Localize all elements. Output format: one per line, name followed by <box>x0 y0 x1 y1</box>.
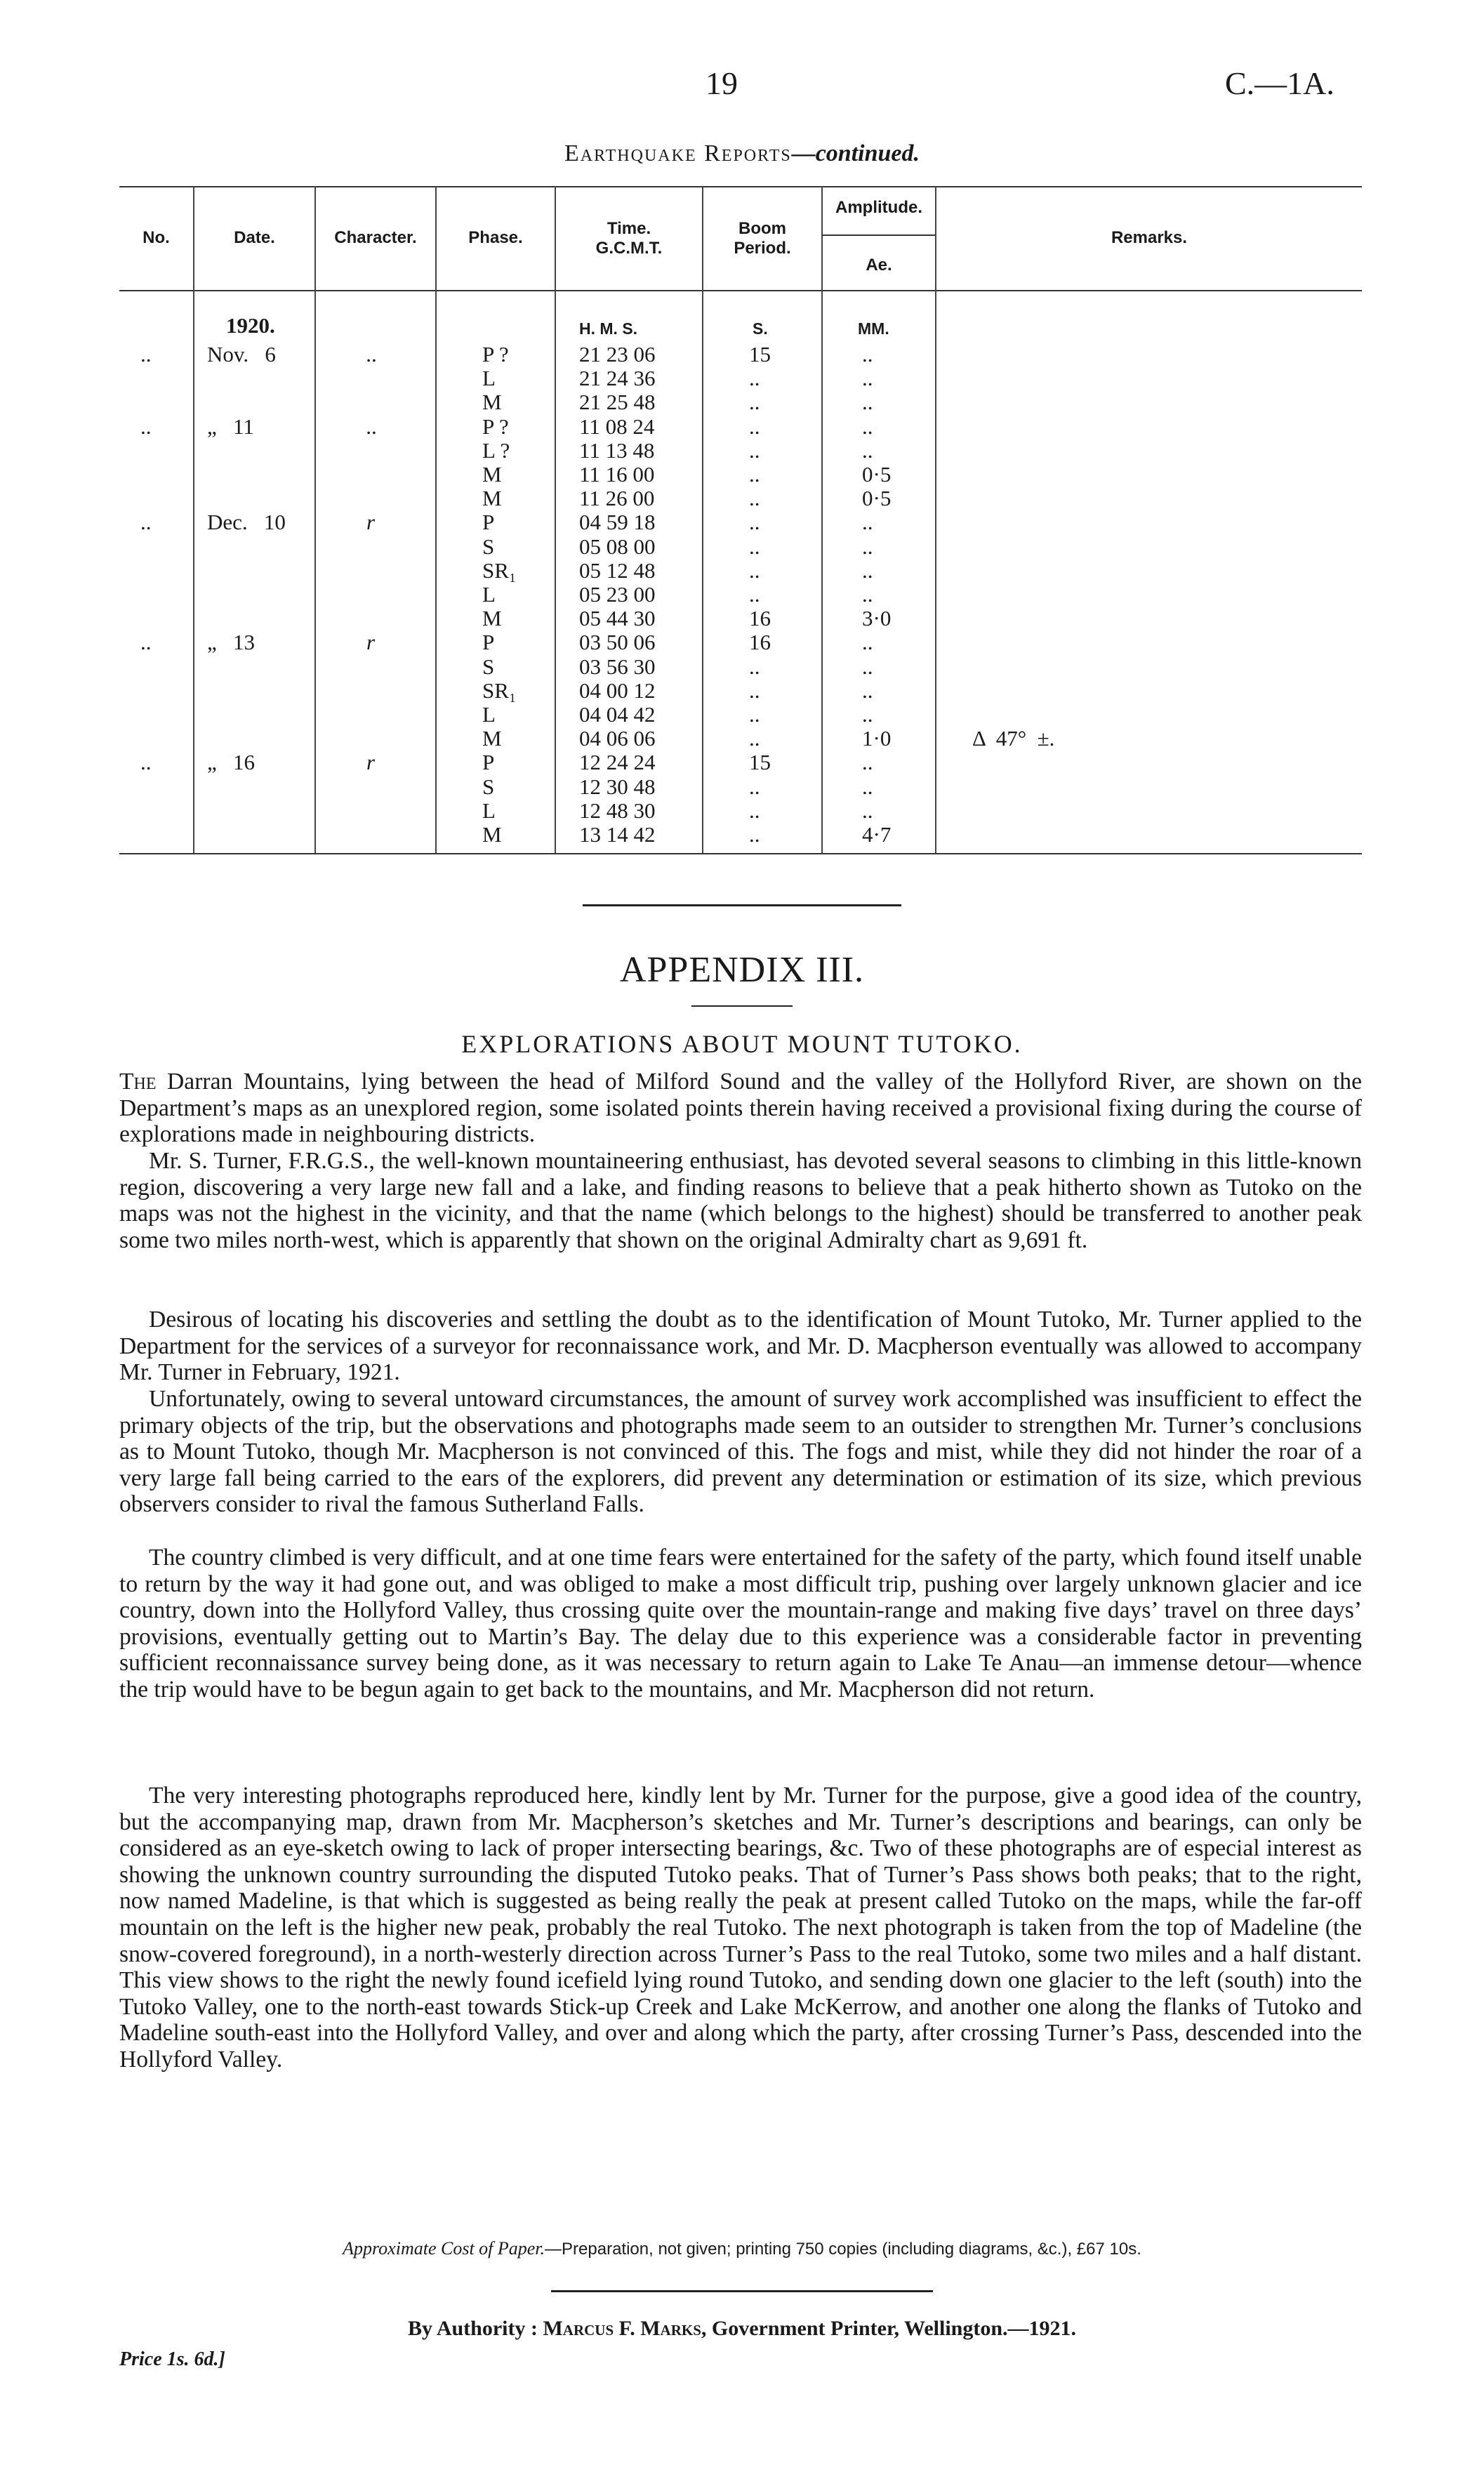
cell-phase: M <box>482 390 502 415</box>
cell-amp: 1·0 <box>862 726 892 751</box>
cell-boom: 15 <box>749 750 771 775</box>
col-divider-5 <box>702 186 703 853</box>
price: Price 1s. 6d.] <box>119 2348 225 2370</box>
col-divider-3 <box>435 186 437 853</box>
cell-phase: S <box>482 774 495 799</box>
header-boom-line2: Period. <box>734 239 791 258</box>
paragraph-5: The country climbed is very difficult, and at one time fears were entertained for the safety of the party, which found itself unable to return by the way it had gone out, and was obliged to make a most difficult trip, pushing over largely unknown glacier and ice country, down into the Hollyford Valley, thus crossing quite over the mountain-range and making five days’ travel on three days’ provisions, eventually getting out to Martin’s Bay. The delay due to this experience was a considerable factor in preventing sufficient reconnaissance survey being done, as it was necessary to return again to Lake Te Anau—an immense detour—whence the trip would have to be begun again to get back to the mountains, and Mr. Macpherson did not return. <box>119 1545 1362 1703</box>
cell-amp: 4·7 <box>862 822 892 847</box>
cell-date: „ 16 <box>207 750 256 775</box>
cell-phase: M <box>482 486 502 511</box>
cell-date: Nov. 6 <box>207 342 276 366</box>
cell-boom: .. <box>749 582 760 607</box>
table-bottom-rule <box>119 853 1362 854</box>
cell-phase: P <box>482 630 495 655</box>
cell-amp: .. <box>862 342 873 366</box>
cell-char: r <box>366 630 376 655</box>
cell-phase: P <box>482 750 495 775</box>
cell-phase: M <box>482 462 502 487</box>
cell-phase: L <box>482 798 496 823</box>
cell-time: 11 16 00 <box>579 462 655 487</box>
cell-boom: .. <box>749 677 760 703</box>
paragraph-6: The very interesting photographs reproduced here, kindly lent by Mr. Turner for the purpose, give a good idea of the country, but the accompanying map, drawn from Mr. Macpherson’s sketches and Mr. Turner’s descriptions and bearings, can only be considered as an eye-sketch owing to lack of proper intersecting bearings, &c. Two of these photographs are of especial interest as showing the unknown country surrounding the disputed Tutoko peaks. That of Turner’s Pass shows both peaks; that to the right, now named Madeline, is that which is suggested as being really the peak at present called Tutoko on the maps, while the far-off mountain on the left is the higher new peak, probably the real Tutoko. The next photograph is taken from the top of Madeline (the snow-covered foreground), in a north-westerly direction across Turner’s Pass to the real Tutoko, some two miles and a half distant. This view shows to the right the newly found icefield lying round Tutoko, and sending down one glacier to the left (south) into the Tutoko Valley, one to the north-east towards Stick-up Creek and Lake McKerrow, and another one along the flanks of Tutoko and Madeline south-east into the Hollyford Valley, and over and along which the party, after crossing Turner’s Pass, descended into the Hollyford Valley. <box>119 1783 1362 2073</box>
paragraph-3: Desirous of locating his discoveries and settling the doubt as to the identification of Mount Tutoko, Mr. Turner applied to the Department for the services of a surveyor for reconnaissance work, and Mr. D. Macpherson eventually was allowed to accompany Mr. Turner in February, 1921. <box>119 1307 1362 1386</box>
header-time <box>556 219 702 258</box>
footer-rule <box>551 2290 933 2292</box>
cell-phase: SR₁ <box>482 557 517 583</box>
appendix-subtitle: EXPLORATIONS ABOUT MOUNT TUTOKO. <box>461 1030 1023 1058</box>
cell-time: 21 24 36 <box>579 366 656 391</box>
cell-amp: .. <box>862 654 873 679</box>
cell-amp: .. <box>862 582 873 607</box>
col-divider-7 <box>935 186 936 853</box>
cell-time: 04 06 06 <box>579 726 656 751</box>
cell-time: 11 26 00 <box>579 486 655 511</box>
header-boom-line1: Boom <box>738 219 786 238</box>
cell-amp: .. <box>862 630 873 655</box>
amplitude-sub-rule <box>823 234 935 236</box>
cell-date: Dec. 10 <box>207 510 286 535</box>
paragraph-4: Unfortunately, owing to several untoward circumstances, the amount of survey work accomplished was insufficient to effect the primary objects of the trip, but the observations and photographs made seem to an outsider to strengthen Mr. Turner’s conclusions as to Mount Tutoko, though Mr. Macpherson is not convinced of this. The fogs and mist, while they did not hinder the roar of a very large fall being carried to the ears of the explorers, did prevent any determination or estimation of its size, which previous observers consider to rival the famous Sutherland Falls. <box>119 1386 1362 1518</box>
appendix-title: APPENDIX III. <box>619 950 865 990</box>
cell-phase: L <box>482 702 496 727</box>
cell-amp: 0·5 <box>862 486 892 511</box>
cell-boom: 16 <box>749 630 771 655</box>
cell-char: r <box>366 510 376 535</box>
authority-line <box>0 2317 1484 2341</box>
cell-amp: .. <box>862 798 873 823</box>
cell-phase: SR₁ <box>482 677 517 703</box>
cell-boom: .. <box>749 437 760 463</box>
col-divider-6 <box>821 186 823 853</box>
unit-year: 1920. <box>226 313 275 338</box>
cell-time: 05 12 48 <box>579 557 656 583</box>
col-divider-1 <box>193 186 194 853</box>
col-divider-4 <box>555 186 556 853</box>
cell-phase: S <box>482 654 495 679</box>
unit-boom: S. <box>753 319 768 338</box>
table-title <box>0 140 1484 167</box>
cell-time: 12 30 48 <box>579 774 656 799</box>
cell-amp: .. <box>862 390 873 415</box>
header-phase: Phase. <box>468 228 523 247</box>
cell-time: 11 13 48 <box>579 437 655 463</box>
header-character: Character. <box>334 228 417 247</box>
cell-amp: .. <box>862 750 873 775</box>
cell-amp: .. <box>862 557 873 583</box>
table-title-suffix: —continued. <box>791 140 920 166</box>
cell-time: 04 04 42 <box>579 702 656 727</box>
cell-phase: M <box>482 822 502 847</box>
cell-char: r <box>366 750 376 775</box>
cell-boom: .. <box>749 702 760 727</box>
cell-boom: .. <box>749 726 760 751</box>
cell-time: 03 50 06 <box>579 630 656 655</box>
page-number: 19 <box>705 65 738 101</box>
table-top-rule <box>119 186 1362 187</box>
authority-name: Marcus F. Marks <box>543 2317 701 2340</box>
header-date: Date. <box>234 228 275 247</box>
document-code: C.—1A. <box>1225 65 1334 101</box>
cell-amp: .. <box>862 366 873 391</box>
paragraph-1-first-word: The <box>119 1069 157 1095</box>
header-no: No. <box>143 228 170 247</box>
cell-no: .. <box>140 630 152 655</box>
cell-amp: 3·0 <box>862 606 892 631</box>
cell-amp: .. <box>862 437 873 463</box>
col-divider-2 <box>314 186 316 853</box>
header-amplitude: Amplitude. <box>835 198 922 217</box>
cell-amp: .. <box>862 534 873 559</box>
cell-no: .. <box>140 750 152 775</box>
appendix-title-rule <box>691 1005 793 1007</box>
cell-boom: .. <box>749 654 760 679</box>
cost-text: —Preparation, not given; printing 750 copies (including diagrams, &c.), £67 10s. <box>545 2240 1141 2259</box>
cell-time: 03 56 30 <box>579 654 656 679</box>
cell-phase: L ? <box>482 437 510 463</box>
cell-no: .. <box>140 414 152 439</box>
cell-amp: .. <box>862 774 873 799</box>
cell-date: „ 13 <box>207 630 256 655</box>
cost-label: Approximate Cost of Paper. <box>343 2238 545 2259</box>
cell-boom: .. <box>749 534 760 559</box>
cell-amp: .. <box>862 677 873 703</box>
cell-boom: .. <box>749 798 760 823</box>
cell-amp: .. <box>862 702 873 727</box>
cell-char: .. <box>366 414 378 439</box>
header-boom <box>703 219 821 258</box>
cell-no: .. <box>140 510 152 535</box>
cell-boom: .. <box>749 510 760 535</box>
cell-phase: P ? <box>482 414 509 439</box>
paragraph-1-text: Darran Mountains, lying between the head of Milford Sound and the valley of the Hollyford River, are shown on the Department’s maps as an unexplored region, some isolated points therein having received a provisional fixing during the course of explorations made in neighbouring districts. <box>119 1069 1362 1148</box>
table-title-main: Earthquake Reports <box>564 140 792 166</box>
cell-amp: 0·5 <box>862 462 892 487</box>
cell-time: 21 23 06 <box>579 342 656 366</box>
cell-phase: M <box>482 606 502 631</box>
cell-boom: 15 <box>749 342 771 366</box>
cell-time: 11 08 24 <box>579 414 655 439</box>
header-amplitude-sub: Ae. <box>866 256 892 275</box>
cell-phase: L <box>482 582 496 607</box>
unit-time: H. M. S. <box>579 319 638 338</box>
cell-no: .. <box>140 342 152 366</box>
cell-phase: M <box>482 726 502 751</box>
cell-phase: S <box>482 534 495 559</box>
cell-time: 12 24 24 <box>579 750 656 775</box>
cell-boom: .. <box>749 557 760 583</box>
header-time-line2: G.C.M.T. <box>595 239 663 258</box>
cell-boom: .. <box>749 486 760 511</box>
appendix-separator-rule <box>583 904 901 906</box>
cell-boom: .. <box>749 822 760 847</box>
cell-boom: .. <box>749 462 760 487</box>
cell-phase: P <box>482 510 495 535</box>
cell-boom: .. <box>749 414 760 439</box>
cell-time: 05 23 00 <box>579 582 656 607</box>
cell-date: „ 11 <box>207 414 254 439</box>
cell-time: 12 48 30 <box>579 798 656 823</box>
cell-amp: .. <box>862 414 873 439</box>
cell-time: 04 00 12 <box>579 677 656 703</box>
paragraph-2: Mr. S. Turner, F.R.G.S., the well-known mountaineering enthusiast, has devoted several seasons to climbing in this little-known region, discovering a very large new fall and a lake, and finding reasons to believe that a peak hitherto shown as Tutoko on the maps was not the highest in the vicinity, and that the name (which belongs to the highest) should be transferred to another peak some two miles north-west, which is apparently that shown on the original Admiralty chart as 9,691 ft. <box>119 1148 1362 1253</box>
cell-remarks: Δ 47° ±. <box>972 726 1055 751</box>
cell-time: 13 14 42 <box>579 822 656 847</box>
unit-amp: MM. <box>858 319 889 338</box>
cell-char: .. <box>366 342 378 366</box>
authority-prefix: By Authority : <box>407 2317 543 2340</box>
cell-amp: .. <box>862 510 873 535</box>
header-remarks: Remarks. <box>1111 228 1188 247</box>
cell-phase: P ? <box>482 342 509 366</box>
cell-boom: .. <box>749 774 760 799</box>
cell-time: 05 44 30 <box>579 606 656 631</box>
cell-boom: .. <box>749 390 760 415</box>
cell-boom: 16 <box>749 606 771 631</box>
cell-time: 05 08 00 <box>579 534 656 559</box>
cell-boom: .. <box>749 366 760 391</box>
authority-suffix: , Government Printer, Wellington.—1921. <box>701 2317 1077 2340</box>
cell-time: 04 59 18 <box>579 510 656 535</box>
header-time-line1: Time. <box>607 219 651 238</box>
table-header-rule <box>119 290 1362 291</box>
cost-of-paper <box>0 2238 1484 2259</box>
cell-phase: L <box>482 366 496 391</box>
cell-time: 21 25 48 <box>579 390 656 415</box>
paragraph-1 <box>119 1069 1362 1148</box>
